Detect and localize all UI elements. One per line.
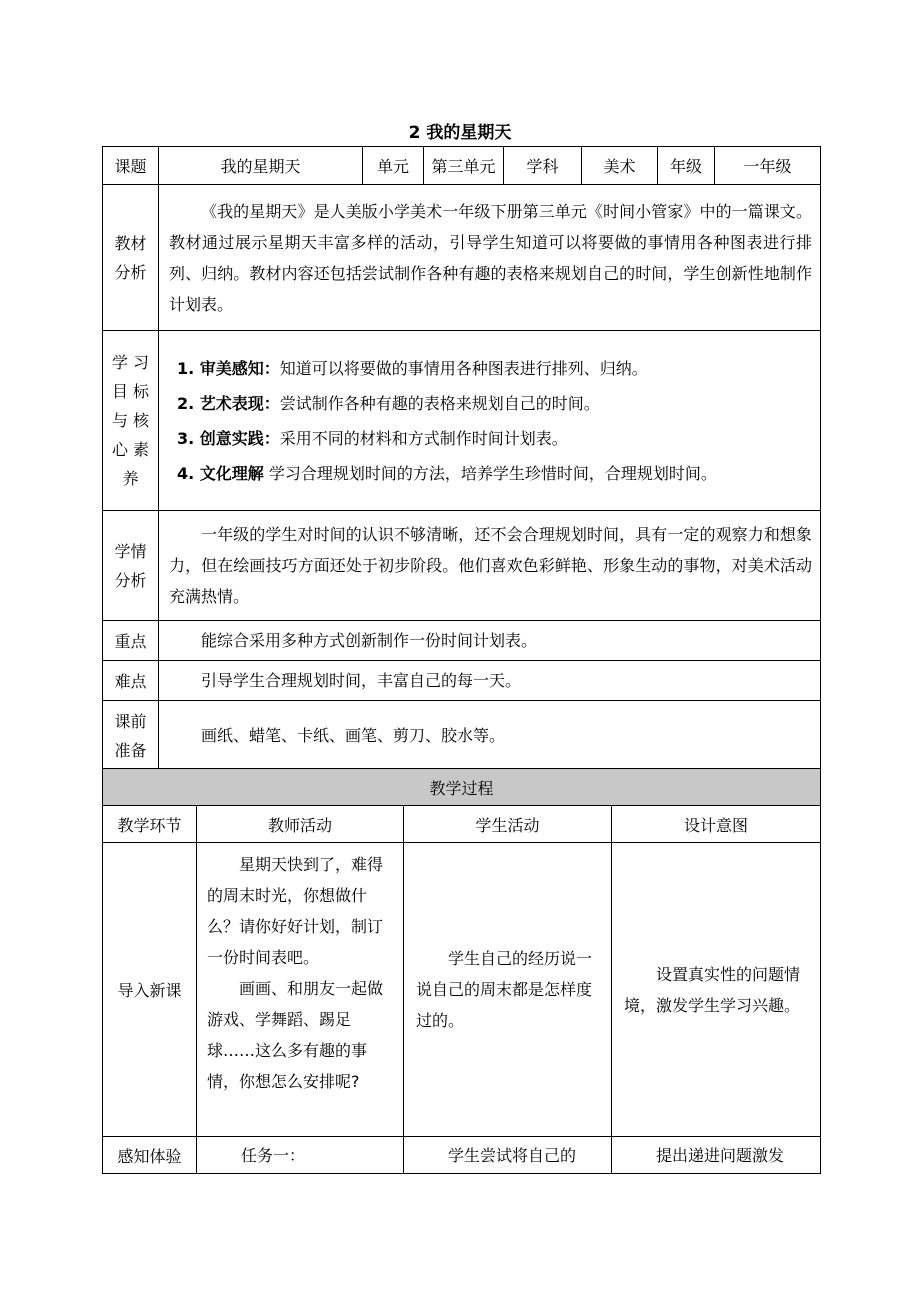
process-heading: 教学过程 xyxy=(103,769,821,806)
difficulty-row xyxy=(103,661,821,701)
material-text: 《我的星期天》是人美版小学美术一年级下册第三单元《时间小管家》中的一篇课文。教材通过展示星期天丰富多样的活动，引导学生知道可以将要做的事情用各种图表进行排列、归纳。教材内容还包括尝试制作各种有趣的表格来规划自己的时间，学生创新性地制作计划表。 xyxy=(159,185,821,331)
page-title: 2 我的星期天 xyxy=(408,123,512,143)
focus-row xyxy=(103,621,821,661)
design-intent: 提出递进问题激发 xyxy=(612,1137,821,1174)
process-heading-row xyxy=(103,769,821,806)
objectives-label: 学 习 目 标 与 核 心 素 养 xyxy=(103,331,159,511)
col-student: 学生活动 xyxy=(404,806,612,843)
topic-value: 我的星期天 xyxy=(159,147,363,185)
process-table xyxy=(102,768,821,1174)
material-row xyxy=(103,185,821,331)
subject-label: 学科 xyxy=(504,147,582,185)
focus-label: 重点 xyxy=(103,621,159,661)
col-intent: 设计意图 xyxy=(612,806,821,843)
unit-label: 单元 xyxy=(363,147,424,185)
col-stage: 教学环节 xyxy=(103,806,197,843)
objective-item: 3. 创意实践：采用不同的材料和方式制作时间计划表。 xyxy=(177,428,568,448)
grade-value: 一年级 xyxy=(715,147,821,185)
prep-text: 画纸、蜡笔、卡纸、画笔、剪刀、胶水等。 xyxy=(159,701,821,771)
difficulty-label: 难点 xyxy=(103,661,159,701)
header-row xyxy=(103,147,821,185)
subject-value: 美术 xyxy=(582,147,658,185)
grade-label: 年级 xyxy=(658,147,715,185)
objective-item: 2. 艺术表现：尝试制作各种有趣的表格来规划自己的时间。 xyxy=(177,393,600,413)
stage-cell: 感知体验 xyxy=(103,1137,197,1174)
objective-item: 1. 审美感知：知道可以将要做的事情用各种图表进行排列、归纳。 xyxy=(177,358,648,378)
lesson-info-table xyxy=(102,146,821,771)
stage-cell: 导入新课 xyxy=(103,843,197,1137)
process-columns-row xyxy=(103,806,821,843)
col-teacher: 教师活动 xyxy=(197,806,404,843)
focus-text: 能综合采用多种方式创新制作一份时间计划表。 xyxy=(159,621,821,661)
teacher-activity: 星期天快到了，难得的周末时光，你想做什么？请你好好计划，制订一份时间表吧。 画画、和朋友一起做游戏、学舞蹈、踢足球……这么多有趣的事情，你想怎么安排呢? xyxy=(197,843,404,1137)
material-label: 教材 分析 xyxy=(103,185,159,331)
student-activity: 学生尝试将自己的 xyxy=(404,1137,612,1174)
students-label: 学情 分析 xyxy=(103,511,159,621)
process-row xyxy=(103,1137,821,1174)
difficulty-text: 引导学生合理规划时间，丰富自己的每一天。 xyxy=(159,661,821,701)
unit-value: 第三单元 xyxy=(424,147,504,185)
process-row xyxy=(103,843,821,1137)
students-text: 一年级的学生对时间的认识不够清晰，还不会合理规划时间，具有一定的观察力和想象力，但在绘画技巧方面还处于初步阶段。他们喜欢色彩鲜艳、形象生动的事物，对美术活动充满热情。 xyxy=(159,511,821,621)
student-activity: 学生自己的经历说一说自己的周末都是怎样度过的。 xyxy=(404,843,612,1137)
objectives-row xyxy=(103,331,821,511)
students-row xyxy=(103,511,821,621)
prep-row xyxy=(103,701,821,771)
design-intent: 设置真实性的问题情境，激发学生学习兴趣。 xyxy=(612,843,821,1137)
topic-label: 课题 xyxy=(103,147,159,185)
teacher-activity: 任务一： xyxy=(197,1137,404,1174)
objectives-list xyxy=(159,331,821,511)
objective-item: 4. 文化理解 学习合理规划时间的方法，培养学生珍惜时间，合理规划时间。 xyxy=(177,463,717,483)
prep-label: 课前 准备 xyxy=(103,701,159,771)
